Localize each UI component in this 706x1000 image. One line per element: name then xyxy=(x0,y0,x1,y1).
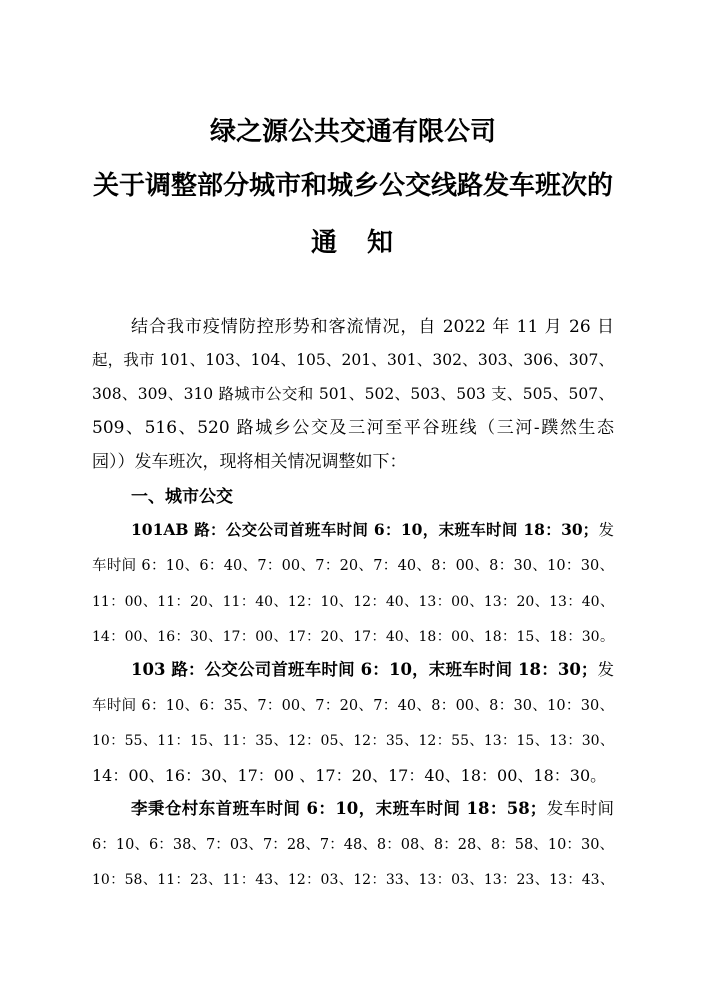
route-101ab-lead xyxy=(131,520,614,540)
title-notice: 通 知 xyxy=(310,228,395,258)
intro-line: 园））发车班次，现将相关情况调整如下： xyxy=(92,452,407,472)
route-103-lbq-lead-rest: 发车时间 xyxy=(546,799,615,818)
route-101ab-times: 11：00、11：20、11：40、12：10、12：40、13：00、13：20、13：40、 xyxy=(92,594,614,610)
title-company: 绿之源公共交通有限公司 xyxy=(209,117,496,147)
route-101ab-lead-bold: 101AB 路：公交公司首班车时间 6：10，末班车时间 18：30； xyxy=(131,520,599,539)
route-103-lead-rest: 发 xyxy=(597,660,614,679)
route-103-times: 14：00、16：30、17：00 、17：20、17：40、18：00、18：30。 xyxy=(92,766,607,785)
route-101ab-times: 14：00、16：30、17：00、17：20、17：40、18：00、18：15、18：30。 xyxy=(92,629,614,645)
route-103-lbq-times: 6：10、6：38、7：03、7：28、7：48、8：08、8：28、8：58、10：30、 xyxy=(92,837,614,853)
title-subject: 关于调整部分城市和城乡公交线路发车班次的 xyxy=(92,171,613,201)
route-101ab-times: 车时间 6：10、6：40、7：00、7：20、7：40、8：00、8：30、10：30、 xyxy=(92,558,614,574)
route-103-lead xyxy=(131,660,614,680)
route-103-lead-bold: 103 路：公交公司首班车时间 6：10，末班车时间 18：30； xyxy=(131,660,598,679)
intro-line: 起，我市 101、103、104、105、201、301、302、303、306、307、 xyxy=(92,351,614,369)
route-103-lbq-lead-bold: 李秉仓村东首班车时间 6：10，末班车时间 18：58； xyxy=(131,799,547,818)
intro-line: 509、516、520 路城乡公交及三河至平谷班线（三河-蹼然生态 xyxy=(92,418,614,438)
route-103-lbq-lead xyxy=(131,799,614,819)
route-103-times: 车时间 6：10、6：35、7：00、7：20、7：40、8：00、8：30、10：30、 xyxy=(92,698,614,714)
intro-line: 结合我市疫情防控形势和客流情况，自 2022 年 11 月 26 日 xyxy=(131,317,614,337)
route-103-times: 10：55、11：15、11：35、12：05、12：35、12：55、13：15、13：30、 xyxy=(92,733,614,749)
route-103-lbq-times: 10：58、11：23、11：43、12：03、12：33、13：03、13：23、13：43、 xyxy=(92,872,614,888)
route-101ab-lead-rest: 发 xyxy=(598,521,614,539)
intro-line: 308、309、310 路城市公交和 501、502、503、503 支、505、507、 xyxy=(92,385,614,403)
section-heading-city-bus: 一、城市公交 xyxy=(131,487,233,507)
